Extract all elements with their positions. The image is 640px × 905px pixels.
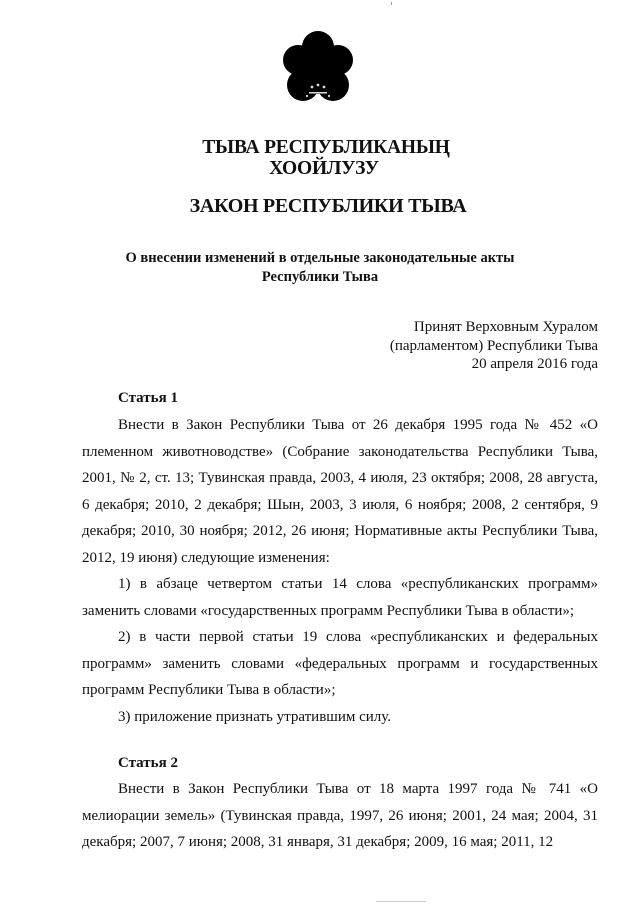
parliament-name-line2: ХООЙЛУЗУ (269, 158, 379, 179)
law-subtitle (0, 249, 640, 287)
tuva-emblem-icon (282, 30, 354, 110)
adoption-line2: (парламентом) Республики Тыва (389, 337, 598, 354)
article-2-heading: Статья 2 (118, 755, 178, 771)
article-1-body (82, 412, 598, 730)
article-2-body (82, 776, 598, 856)
article-1-paragraph: 1) в абзаце четвертом статьи 14 слова «республиканских программ» заменить словами «государственных программ Республики Тыва в области»; (82, 576, 598, 619)
article-2-paragraph: Внести в Закон Республики Тыва от 18 марта 1997 года № 741 «О мелиорации земель» (Тувинская правда, 1997, 26 июня; 2001, 24 мая; 2004, 31 декабря; 2007, 7 июня; 2008, 31 января, 31 декабря; 2009, 16 мая; 2011, 12 (82, 781, 598, 850)
article-1-paragraph: Внести в Закон Республики Тыва от 26 декабря 1995 года № 452 «О племенном животноводстве» (Собрание законодательства Республики Тыва, 2001, № 2, ст. 13; Тувинская правда, 2003, 4 июля, 23 октября; 2008, 28 августа, 6 декабря; 2010, 2 декабря; Шын, 2003, 3 июля, 6 ноября; 2008, 2 сентября, 9 декабря; 2010, 30 ноября; 2012, 26 июня; Нормативные акты Республики Тыва, 2012, 19 июня) следующие изменения: (82, 417, 598, 566)
scan-artifact (391, 2, 392, 5)
adoption-info (390, 318, 598, 374)
adoption-date: 20 апреля 2016 года (471, 356, 598, 372)
law-subtitle-line1: О внесении изменений в отдельные законодательные акты (125, 250, 515, 266)
adoption-line1: Принят Верховным Хуралом (413, 319, 598, 335)
article-1-paragraph: 3) приложение признать утратившим силу. (118, 708, 392, 725)
law-subtitle-line2: Республики Тыва (261, 269, 379, 285)
law-title: ЗАКОН РЕСПУБЛИКИ ТЫВА (189, 195, 467, 217)
article-1-heading: Статья 1 (118, 390, 178, 406)
scan-artifact (376, 901, 426, 902)
parliament-name-line1: ТЫВА РЕСПУБЛИКАНЫҢ (202, 137, 450, 158)
article-1-paragraph: 2) в части первой статьи 19 слова «республиканских и федеральных программ» заменить словами «федеральных программ и государственных программ Республики Тыва в области»; (82, 629, 598, 698)
